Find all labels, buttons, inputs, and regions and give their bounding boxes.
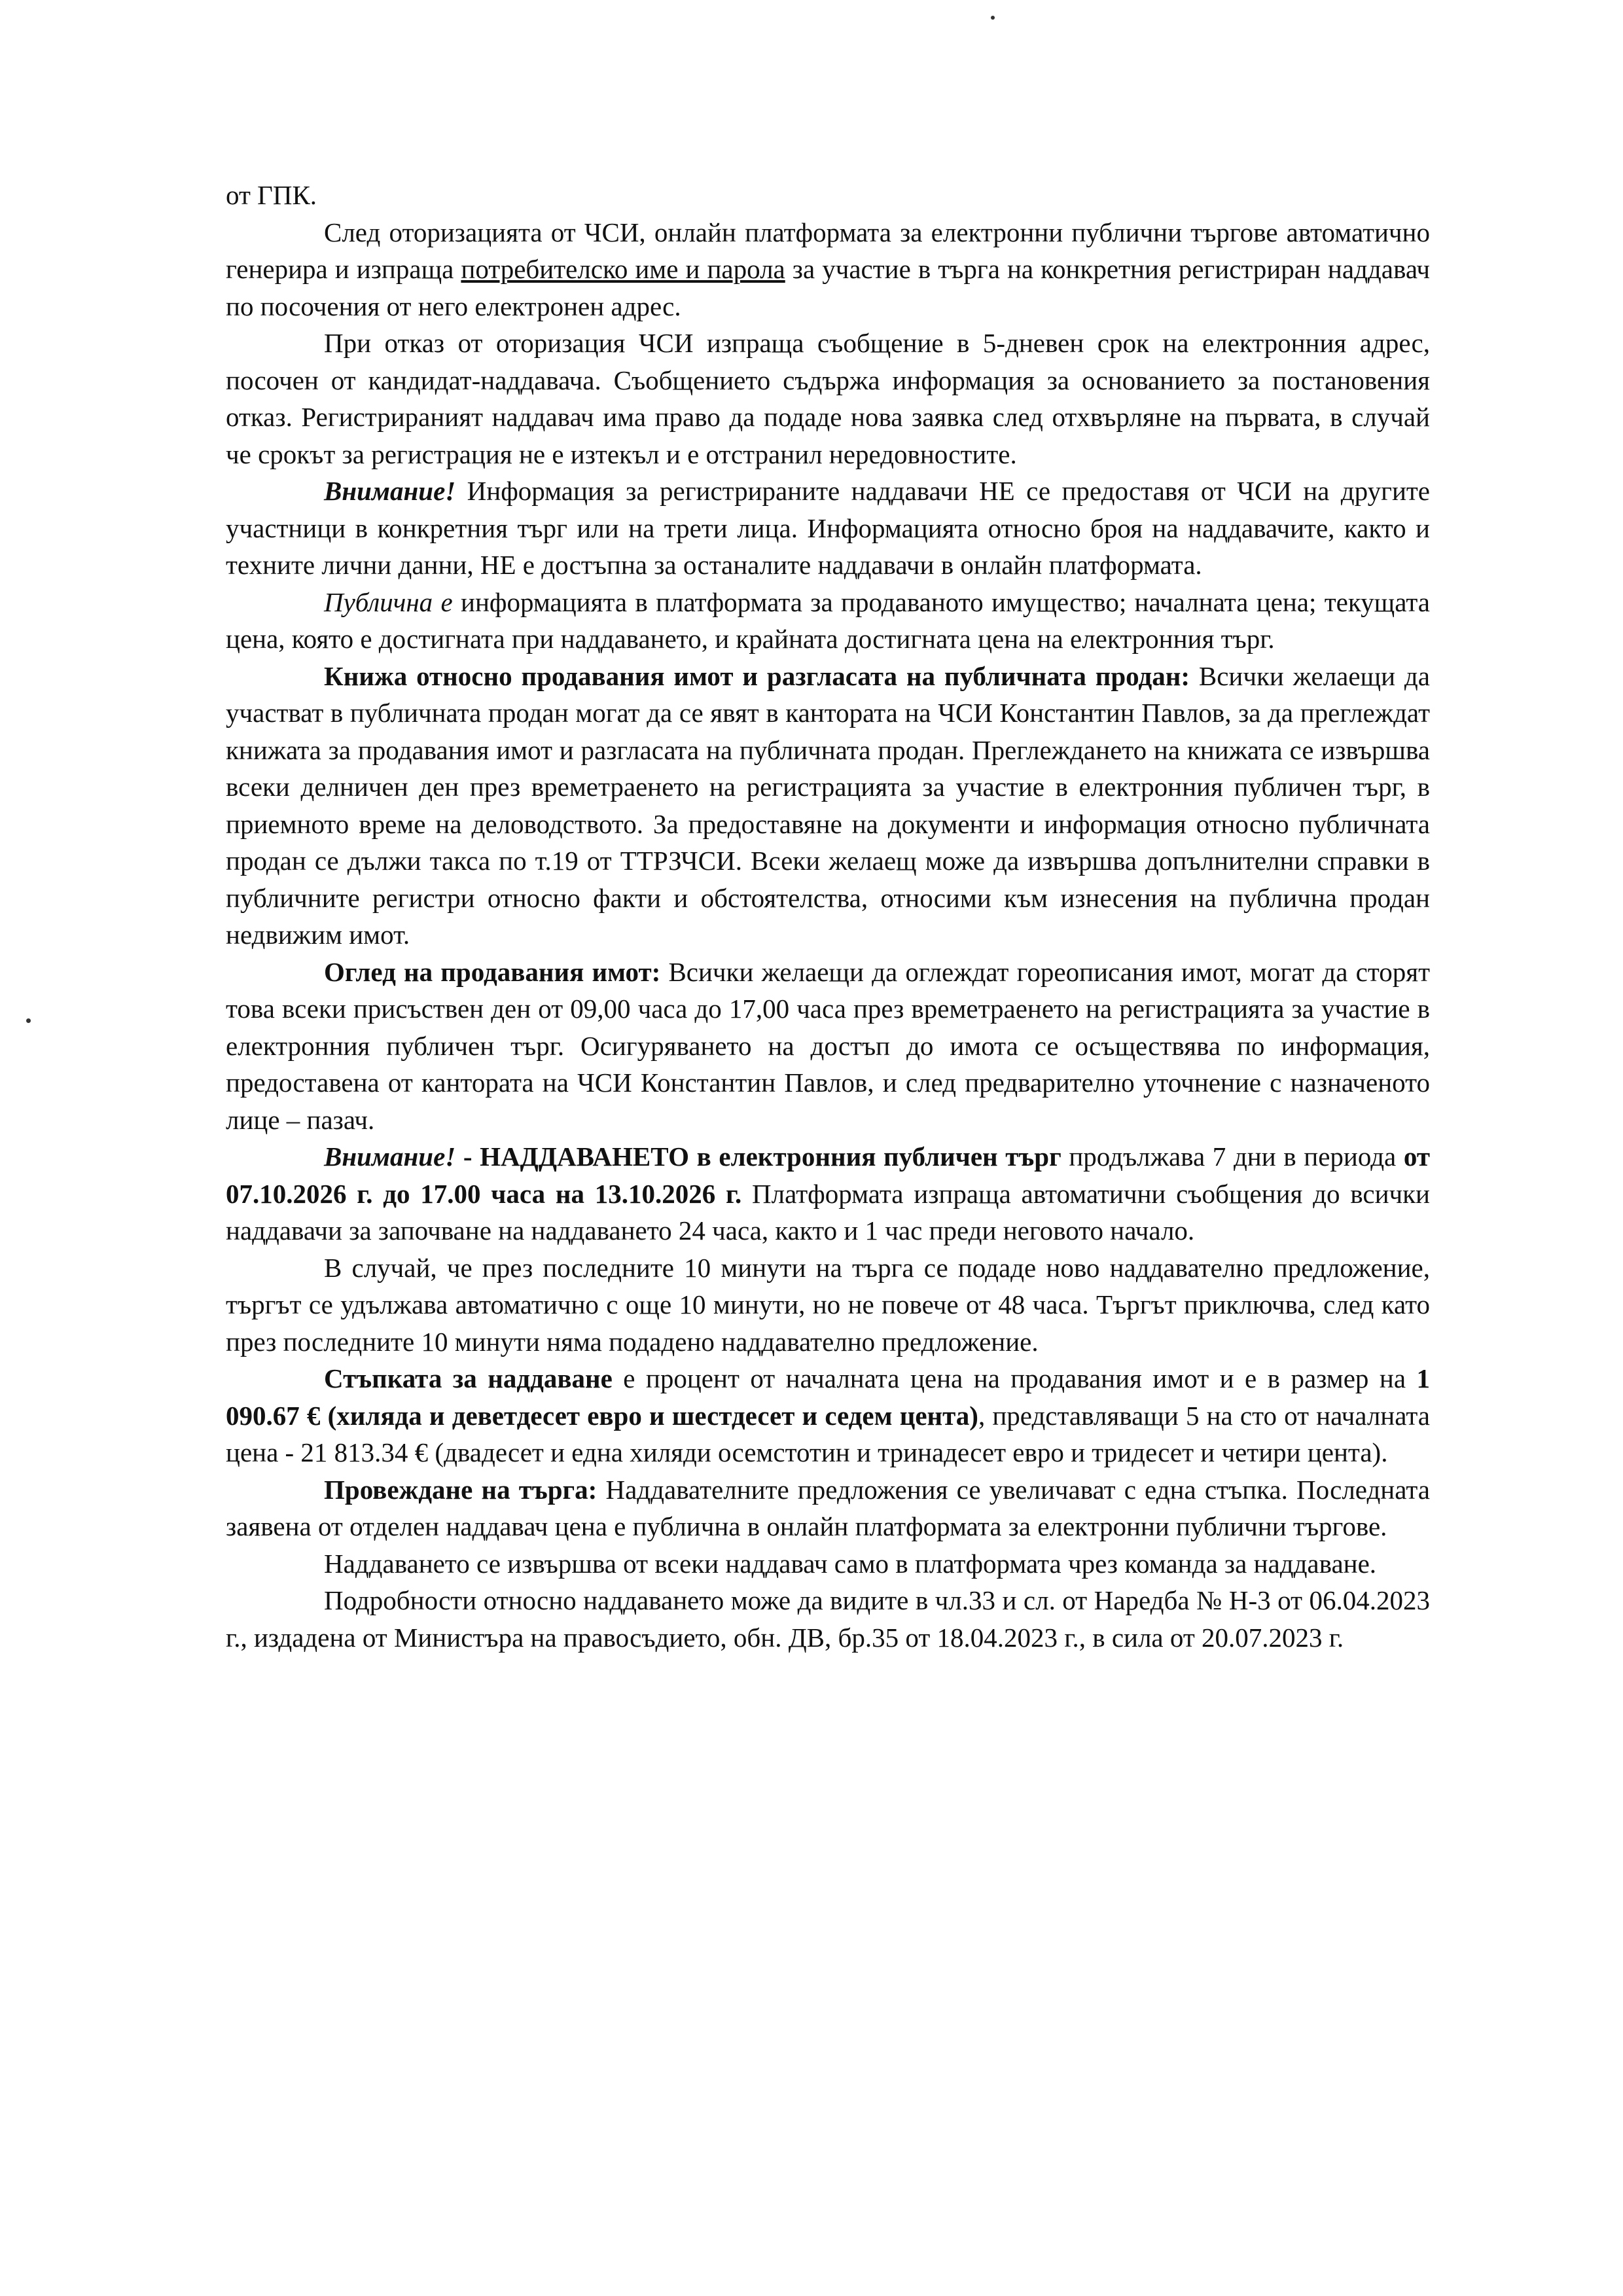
paragraph-public-info — [226, 584, 1430, 658]
paragraph-text: , представляващи 5 на сто от началната цена - 21 813.34 € (двадесет и една хиляди осемстотин и тринадесет евро и тридесет и четири цента). — [226, 1400, 1430, 1467]
paragraph-attention-bidders — [226, 473, 1430, 584]
section-heading: Провеждане на търга: — [324, 1474, 597, 1505]
paragraph-text: Наддаването се извършва от всеки наддавач само в платформата чрез команда за наддаване. — [324, 1548, 1377, 1579]
paragraph-conduct — [226, 1471, 1430, 1545]
section-heading: Книжа относно продавания имот и разгласата на публичната продан: — [324, 660, 1190, 691]
paragraph-text: Платформата изпраща автоматични съобщения до всички наддавачи за започване на наддаването 24 часа, както и 1 час преди неговото начало. — [226, 1178, 1431, 1246]
section-heading: Оглед на продавания имот: — [324, 956, 661, 987]
paragraph-regulation — [226, 1582, 1430, 1656]
bold-phrase: НАДДАВАНЕТО в електронния публичен търг — [480, 1141, 1061, 1172]
attention-label: Внимание! — [324, 476, 456, 506]
paragraph-text: При отказ от оторизация ЧСИ изпраща съобщение в 5-дневен срок на електронния адрес, посочен от кандидат-наддавача. Съобщението съдържа информация за основанието за постановения отказ. Регистрираният наддавач има право да подаде нова заявка след отхвърляне на първата, в случай че срокът за регистрация не е изтекъл и е отстранил нередовностите. — [226, 328, 1430, 469]
dash-separator: - — [455, 1141, 480, 1172]
paragraph-authorization — [226, 214, 1430, 325]
paragraph-text: продължава 7 дни в периода — [1061, 1141, 1404, 1172]
paragraph-text: от ГПК. — [226, 180, 317, 210]
bidding-dates: от 07.10.2026 г. до 17.00 часа на 13.10.2026 г. — [226, 1141, 1430, 1209]
paragraph-text: В случай, че през последните 10 минути на търга се подаде ново наддавателно предложение, търгът се удължава автоматично с още 10 минути, но не повече от 48 часа. Търгът приключва, след като през последните 10 минути няма подадено наддавателно предложение. — [226, 1252, 1430, 1357]
paragraph-text: е процент от началната цена на продавания имот и е в размер на — [612, 1363, 1417, 1393]
paragraph-platform-command — [226, 1545, 1430, 1583]
paragraph-intro-continuation — [226, 177, 1430, 214]
underlined-phrase: потребителско име и парола — [461, 254, 785, 284]
section-heading: Стъпката за наддаване — [324, 1363, 613, 1393]
paragraph-text: След оторизацията от ЧСИ, онлайн платформата за електронни публични търгове автоматично генерира и изпраща — [226, 217, 1430, 284]
document-body — [226, 177, 1430, 1656]
paragraph-extension — [226, 1249, 1430, 1361]
paragraph-text: Всички желаещи да оглеждат гореописания имот, могат да сторят това всеки присъствен ден от 09,00 часа до 17,00 часа през времетраенето на регистрацията за участие в електронния публичен търг. Осигуряването на достъп до имота се осъществява по информация, предоставена от кантората на ЧСИ Константин Павлов, и след предварително уточнение с назначеното лице – пазач. — [226, 956, 1430, 1135]
attention-label: Внимание! — [324, 1141, 456, 1172]
paragraph-bidding-period — [226, 1138, 1430, 1249]
paragraph-inspection — [226, 954, 1430, 1139]
bid-step-amount: 1 090.67 € (хиляда и деветдесет евро и шестдесет и седем цента) — [226, 1363, 1430, 1431]
paragraph-text: за участие в търга на конкретния регистриран наддавач по посочения от него електронен адрес. — [226, 254, 1430, 321]
paragraph-text: Наддавателните предложения се увеличават с една стъпка. Последната заявена от отделен наддавач цена е публична в онлайн платформата за електронни публични търгове. — [226, 1474, 1430, 1541]
paragraph-text: Информация за регистрираните наддавачи НЕ се предоставя от ЧСИ на другите участници в конкретния търг или на трети лица. Информацията относно броя на наддавачите, както и техните лични данни, НЕ е достъпна за останалите наддавачи в онлайн платформата. — [226, 476, 1430, 580]
scan-speck — [26, 1018, 31, 1023]
paragraph-documents — [226, 658, 1430, 954]
paragraph-text: Всички желаещи да участват в публичната продан могат да се явят в кантората на ЧСИ Константин Павлов, за да преглеждат книжата за продавания имот и разгласата на публичната продан. Преглеждането на книжата се извършва всеки делничен ден през времетраенето на регистрацията за участие в електронния публичен търг, в приемното време на деловодството. За предоставяне на документи и информация относно публичната продан се дължи такса по т.19 от ТТРЗЧСИ. Всеки желаещ може да извършва допълнителни справки в публичните регистри относно факти и обстоятелства, относими към изнесения на публична продан недвижим имот. — [226, 660, 1430, 950]
paragraph-refusal — [226, 325, 1430, 473]
scan-speck — [991, 16, 995, 20]
paragraph-text: информацията в платформата за продаваното имущество; началната цена; текущата цена, която е достигната при наддаването, и крайната достигната цена на електронния търг. — [226, 586, 1430, 654]
paragraph-text: Подробности относно наддаването може да видите в чл.33 и сл. от Наредба № Н-3 от 06.04.2023 г., издадена от Министъра на правосъдието, обн. ДВ, бр.35 от 18.04.2023 г., в сила от 20.07.2023 г. — [226, 1585, 1430, 1653]
italic-lead: Публична е — [324, 586, 453, 617]
paragraph-bid-step — [226, 1360, 1430, 1471]
